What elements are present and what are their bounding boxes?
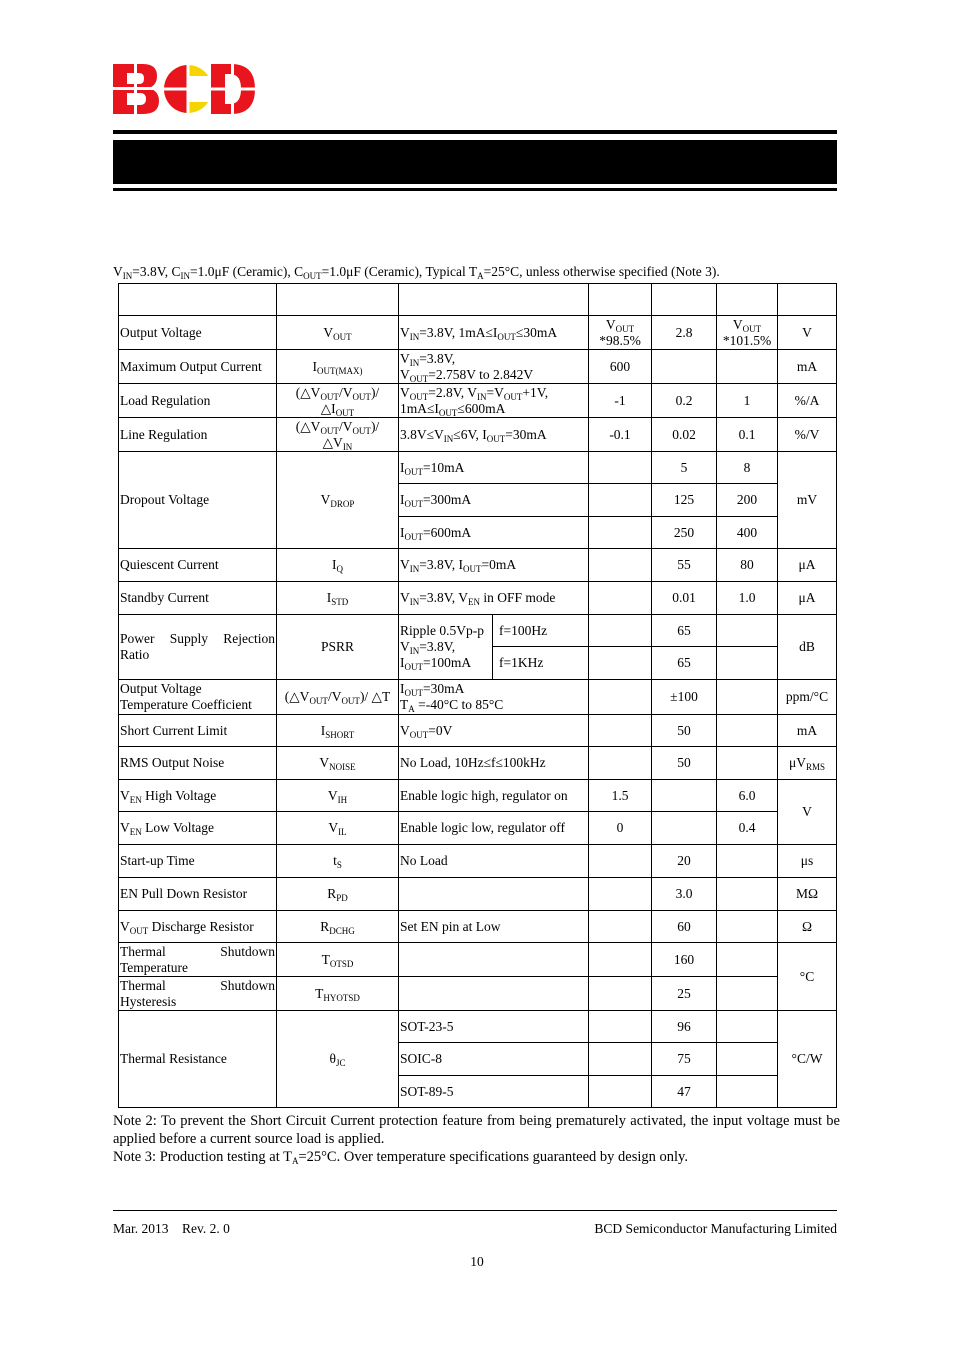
footer-date-rev: Mar. 2013 Rev. 2. 0 [113, 1221, 230, 1236]
table-row: Standby Current $I_{STD}$ $V_{IN}=3.8V$, $V_{EN}$ in OFF mode 0.01 1.0 μA [119, 582, 837, 615]
electrical-characteristics-table [118, 283, 837, 1108]
header-rule-bottom [113, 188, 837, 191]
table-row: $V_{EN}$ Low Voltage $V_{IL}$ Enable logic low, regulator off 0 0.4 [119, 812, 837, 845]
table-row: EN Pull Down Resistor $R_{PD}$ 3.0 MΩ [119, 878, 837, 911]
test-conditions: $V_{IN}=3.8V$, $C_{IN}=1.0\mu F$ (Ceramic), $C_{OUT}=1.0\mu F$ (Ceramic), Typical $T_A=25^\circ C$, unless otherwise specified (Note 3). [113, 264, 720, 281]
logo-letter-c [164, 65, 214, 113]
logo-letter-d [211, 64, 255, 114]
footer-rule [113, 1210, 837, 1211]
table-row: $I_{OUT}=300mA$ 125 200 [119, 484, 837, 517]
table-row: Line Regulation $(\triangle V_{OUT}/V_{OUT})/$ $\triangle V_{IN}$ $3.8V\le V_{IN}\le 6V$, $I_{OUT}=30mA$ -0.1 0.02 0.1 %/V [119, 418, 837, 452]
table-row: Thermal Shutdown Temperature $T_{OTSD}$ 160 °C [119, 943, 837, 977]
table-row: f=1KHz 65 [119, 647, 837, 680]
bcd-logo [113, 64, 255, 114]
table-row: Output Voltage $V_{OUT}$ $V_{IN}=3.8V$, $1mA\le I_{OUT}\le 30mA$ $V_{OUT}$ *98.5% 2.8 $V_{OUT}$ *101.5% V [119, 316, 837, 350]
note-3: Note 3: Production testing at $T_A=25^\circ C$. Over temperature specifications guaranteed by design only. [113, 1149, 688, 1166]
table-row: $V_{EN}$ High Voltage $V_{IH}$ Enable logic high, regulator on 1.5 6.0 V [119, 780, 837, 812]
header-banner [113, 140, 837, 184]
table-row: Dropout Voltage $V_{DROP}$ $I_{OUT}=10mA$ 5 8 mV [119, 452, 837, 484]
logo-letter-b [113, 64, 159, 114]
table-row: SOT-89-5 47 [119, 1076, 837, 1108]
table-row: Maximum Output Current $I_{OUT(MAX)}$ $V_{IN}=3.8V$, $V_{OUT}=2.758V$ to 2.842V 600 mA [119, 350, 837, 384]
table-row: Quiescent Current $I_Q$ $V_{IN}=3.8V$, $I_{OUT}=0mA$ 55 80 μA [119, 549, 837, 582]
table-row: Thermal Resistance $\theta_{JC}$ SOT-23-5 96 °C/W [119, 1011, 837, 1043]
table-header-row [119, 284, 837, 316]
note-2: Note 2: To prevent the Short Circuit Current protection feature from being prematurely activated, the input voltage must be applied before a current source load is applied. [113, 1113, 840, 1147]
table-row: $I_{OUT}=600mA$ 250 400 [119, 517, 837, 549]
page-number: 10 [470, 1254, 484, 1269]
table-row: Thermal Shutdown Hysteresis $T_{HYOTSD}$ 25 [119, 977, 837, 1011]
table-row: Load Regulation $(\triangle V_{OUT}/V_{OUT})/$ $\triangle I_{OUT}$ $V_{OUT}=2.8V$, $V_{IN}=V_{OUT}+1V$, $1mA\le I_{OUT}\le 600mA$ -1 0.2 1 %/A [119, 384, 837, 418]
table-row: $V_{OUT}$ Discharge Resistor $R_{DCHG}$ Set EN pin at Low 60 Ω [119, 911, 837, 943]
header-rule-top [113, 130, 837, 134]
table-row: Output Voltage Temperature Coefficient $(\triangle V_{OUT}/V_{OUT})/$ △T $I_{OUT}=30mA$ $T_A =-40^\circ C$ to 85°C ±100 ppm/°C [119, 680, 837, 715]
table-row: SOIC-8 75 [119, 1043, 837, 1076]
table-row: RMS Output Noise $V_{NOISE}$ No Load, 10Hz≤f≤100kHz 50 $\mu V_{RMS}$ [119, 747, 837, 780]
table-row: Start-up Time $t_S$ No Load 20 μs [119, 845, 837, 878]
param-output-voltage: Output Voltage [119, 316, 277, 350]
notes [113, 1112, 840, 1166]
table-row: Power Supply Rejection Ratio PSRR Ripple 0.5Vp-p $V_{IN}=3.8V$, $I_{OUT}=100mA$ f=100Hz 65 dB [119, 615, 837, 647]
footer-company: BCD Semiconductor Manufacturing Limited [594, 1221, 837, 1236]
table-row: Short Current Limit $I_{SHORT}$ $V_{OUT}=0V$ 50 mA [119, 715, 837, 747]
